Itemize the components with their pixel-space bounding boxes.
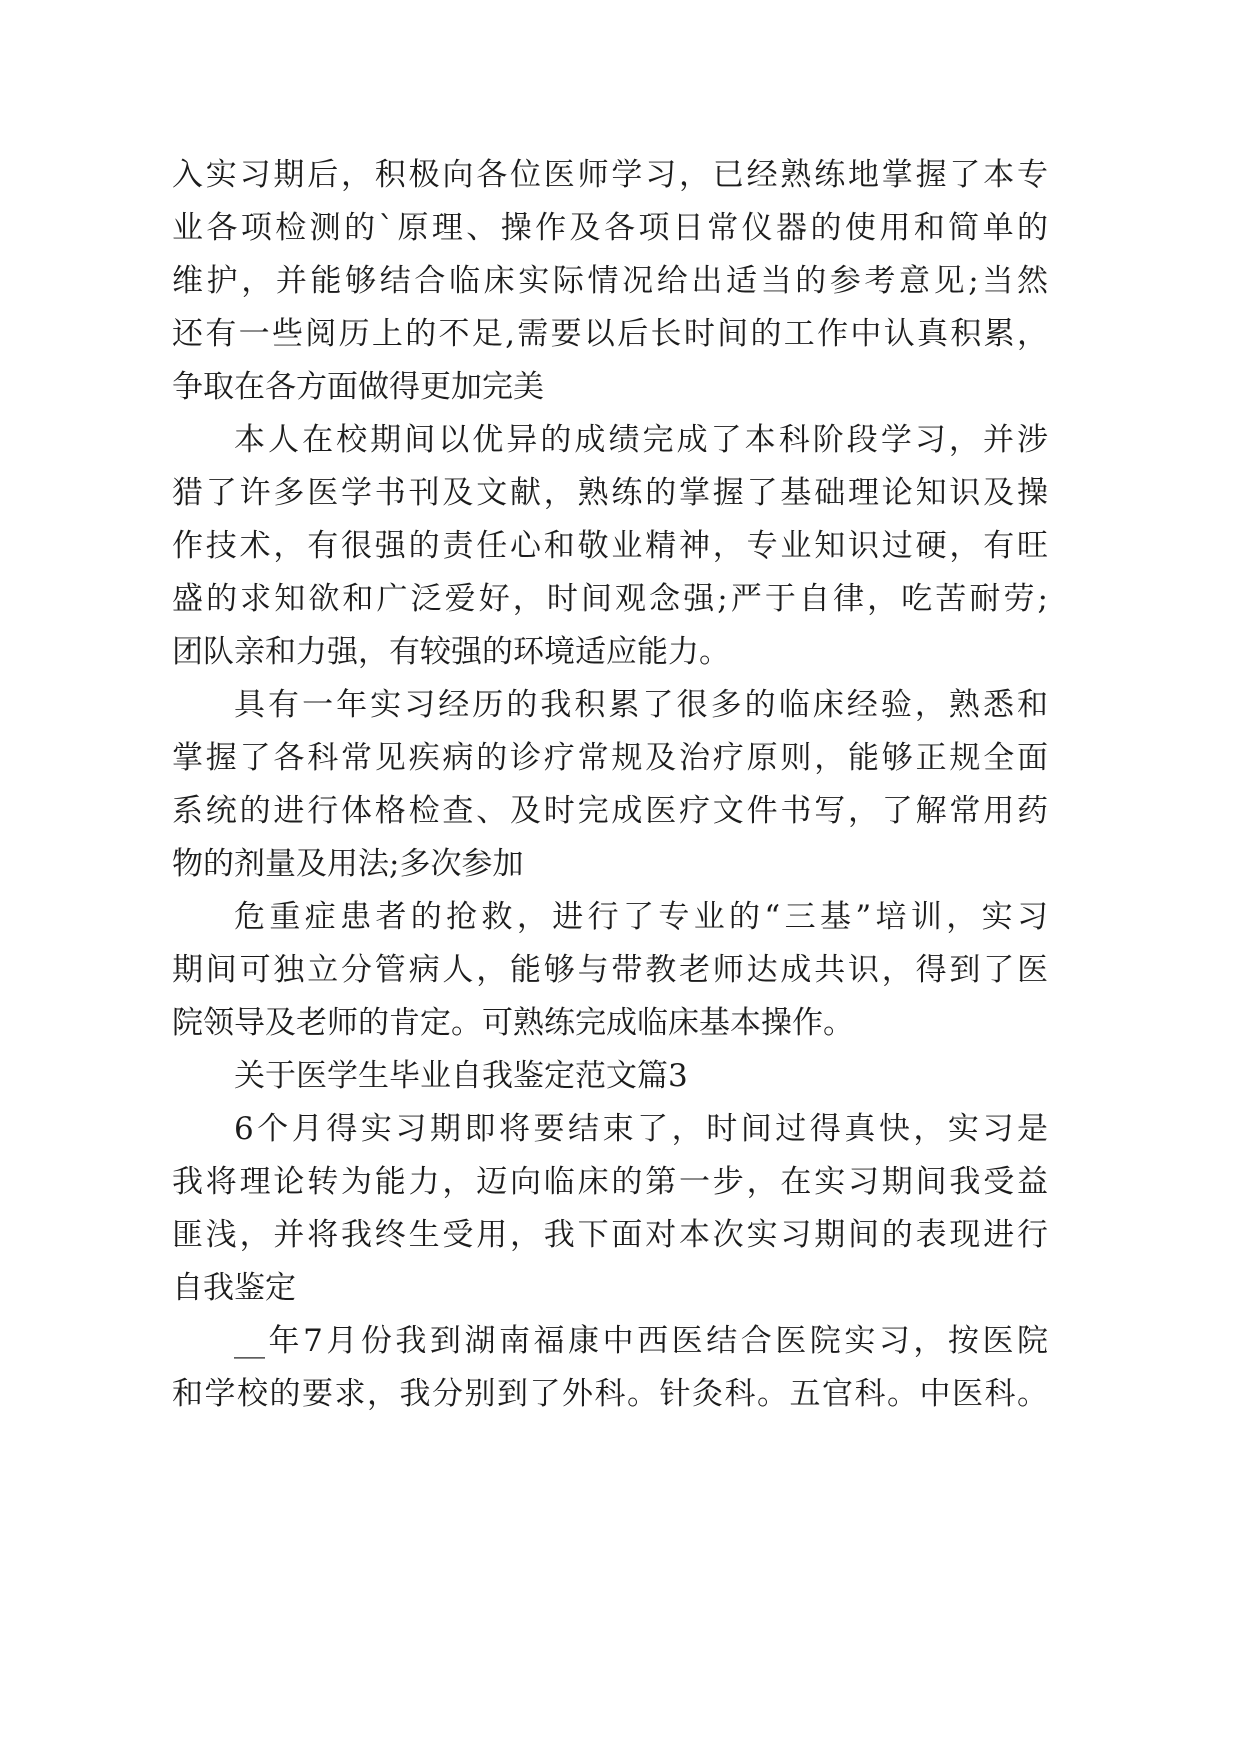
text-line: 关于医学生毕业自我鉴定范文篇3 xyxy=(234,1058,688,1094)
paragraph xyxy=(172,891,1048,1050)
text-line: 还有一些阅历上的不足,需要以后长时间的工作中认真积累， xyxy=(172,316,1048,352)
text-line: 我将理论转为能力，迈向临床的第一步，在实习期间我受益 xyxy=(172,1164,1048,1200)
section-heading xyxy=(172,1050,1048,1103)
text-line: __年7月份我到湖南福康中西医结合医院实习，按医院 xyxy=(234,1323,1048,1359)
text-line: 盛的求知欲和广泛爱好，时间观念强;严于自律，吃苦耐劳; xyxy=(172,581,1048,617)
text-line: 具有一年实习经历的我积累了很多的临床经验，熟悉和 xyxy=(234,687,1048,723)
text-line: 和学校的要求，我分别到了外科。针灸科。五官科。中医科。 xyxy=(172,1376,1048,1412)
text-line: 入实习期后，积极向各位医师学习，已经熟练地掌握了本专 xyxy=(172,157,1048,193)
text-line: 掌握了各科常见疾病的诊疗常规及治疗原则，能够正规全面 xyxy=(172,740,1048,776)
paragraph xyxy=(172,414,1048,679)
text-line: 自我鉴定 xyxy=(172,1270,296,1306)
paragraph xyxy=(172,679,1048,891)
paragraph xyxy=(172,1103,1048,1315)
text-line: 期间可独立分管病人，能够与带教老师达成共识，得到了医 xyxy=(172,952,1048,988)
text-line: 院领导及老师的肯定。可熟练完成临床基本操作。 xyxy=(172,1005,854,1041)
text-line: 6个月得实习期即将要结束了，时间过得真快，实习是 xyxy=(234,1111,1048,1147)
paragraph xyxy=(172,1315,1048,1421)
text-line: 争取在各方面做得更加完美 xyxy=(172,369,544,405)
text-line: 物的剂量及用法;多次参加 xyxy=(172,846,524,882)
text-line: 业各项检测的`原理、操作及各项日常仪器的使用和简单的 xyxy=(172,210,1048,246)
text-line: 危重症患者的抢救，进行了专业的“三基”培训，实习 xyxy=(234,899,1048,935)
text-line: 系统的进行体格检查、及时完成医疗文件书写，了解常用药 xyxy=(172,793,1048,829)
text-line: 猎了许多医学书刊及文献，熟练的掌握了基础理论知识及操 xyxy=(172,475,1048,511)
text-line: 维护，并能够结合临床实际情况给出适当的参考意见;当然 xyxy=(172,263,1048,299)
text-line: 作技术，有很强的责任心和敬业精神，专业知识过硬，有旺 xyxy=(172,528,1048,564)
document-body xyxy=(172,149,1048,1421)
text-line: 团队亲和力强，有较强的环境适应能力。 xyxy=(172,634,730,670)
text-line: 匪浅，并将我终生受用，我下面对本次实习期间的表现进行 xyxy=(172,1217,1048,1253)
paragraph xyxy=(172,149,1048,414)
text-line: 本人在校期间以优异的成绩完成了本科阶段学习，并涉 xyxy=(234,422,1048,458)
